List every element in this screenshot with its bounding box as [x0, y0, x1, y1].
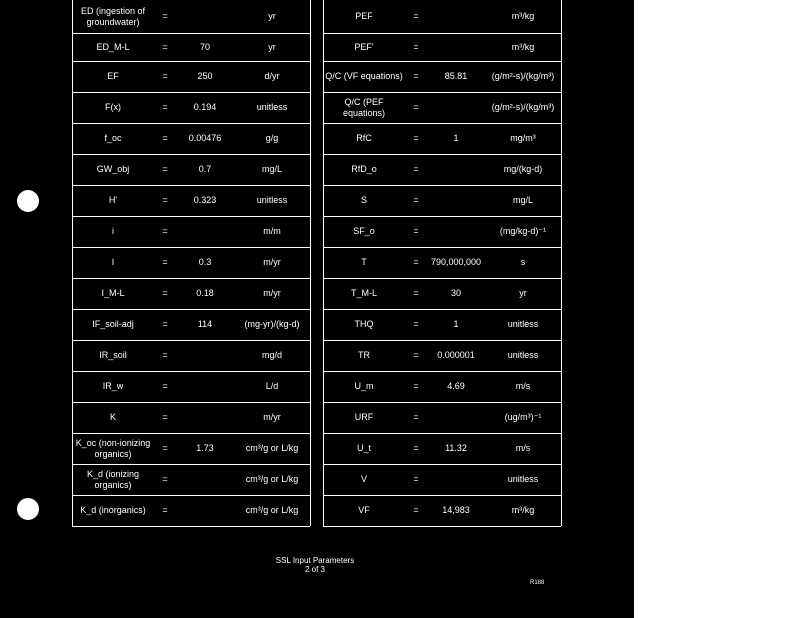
cell-unit: m³/kg [511, 11, 535, 21]
cell-eq: = [162, 412, 168, 422]
cell-eq: = [413, 505, 419, 515]
cell-eq: = [162, 133, 168, 143]
table-row [323, 371, 561, 403]
table-row [323, 61, 561, 93]
cell-value: 11.32 [445, 443, 467, 453]
table-row [72, 61, 310, 93]
cell-unit: unitless [507, 350, 539, 360]
cell-name: IF_soil-adj [92, 319, 134, 329]
cell-unit: (mg-yr)/(kg-d) [244, 319, 300, 329]
cell-name: TR [358, 350, 370, 360]
table-row [323, 402, 561, 434]
caption-title: SSL Input Parameters [275, 556, 355, 565]
cell-value: 4.69 [447, 381, 465, 391]
table-row [323, 247, 561, 279]
cell-unit: (ug/m³)⁻¹ [504, 412, 542, 422]
cell-eq: = [162, 164, 168, 174]
cell-unit: mg/(kg-d) [503, 164, 543, 174]
cell-unit: unitless [507, 474, 539, 484]
table-row [72, 371, 310, 403]
cell-unit: s [520, 257, 526, 267]
table-border [310, 0, 311, 526]
cell-unit: yr [268, 11, 276, 21]
cell-eq: = [162, 257, 168, 267]
cell-value: 30 [450, 288, 461, 298]
page-caption [230, 556, 400, 574]
cell-unit: (mg/kg-d)⁻¹ [499, 226, 547, 236]
cell-unit: cm³/g or L/kg [245, 505, 299, 515]
table-row [323, 33, 561, 62]
caption-page-number: 2 of 3 [304, 565, 325, 574]
table-row [72, 278, 310, 310]
cell-eq: = [413, 474, 419, 484]
cell-eq: = [162, 381, 168, 391]
cell-name: K_d (ionizing organics) [86, 468, 140, 490]
cell-unit: m/yr [263, 257, 281, 267]
table-border [561, 0, 562, 526]
cell-eq: = [413, 195, 419, 205]
cell-eq: = [162, 350, 168, 360]
cell-name: URF [354, 412, 374, 422]
punch-hole-bottom [17, 498, 39, 520]
cell-name: U_m [354, 381, 374, 391]
cell-value: 790,000,000 [430, 257, 482, 267]
cell-value: 250 [197, 71, 213, 81]
cell-name: RfC [356, 133, 372, 143]
table-row [323, 216, 561, 248]
cell-unit: d/yr [264, 71, 280, 81]
cell-name: SF_o [353, 226, 375, 236]
cell-name: I [111, 257, 115, 267]
cell-name: T_M-L [350, 288, 377, 298]
table-row [72, 154, 310, 186]
table-row [323, 433, 561, 465]
cell-name: GW_obj [96, 164, 130, 174]
left-parameter-table [72, 0, 310, 526]
cell-name: K_oc (non-ionizing organics) [75, 437, 151, 459]
table-row [72, 402, 310, 434]
cell-name: IR_soil [99, 350, 127, 360]
table-row [72, 247, 310, 279]
cell-unit: g/g [265, 133, 279, 143]
cell-value: 70 [199, 41, 210, 52]
cell-name: PEF' [354, 41, 374, 52]
cell-unit: (g/m²-s)/(kg/m³) [491, 102, 555, 112]
table-row [323, 278, 561, 310]
cell-eq: = [413, 381, 419, 391]
table-row [323, 92, 561, 124]
cell-unit: m³/kg [511, 505, 535, 515]
cell-unit: m/yr [263, 412, 281, 422]
cell-value: 0.323 [193, 195, 217, 205]
cell-unit: m/yr [263, 288, 281, 298]
cell-eq: = [162, 102, 168, 112]
table-row [72, 433, 310, 465]
cell-unit: L/d [265, 381, 279, 391]
cell-eq: = [413, 226, 419, 236]
cell-eq: = [413, 412, 419, 422]
cell-name: f_oc [104, 133, 122, 143]
cell-name: S [360, 195, 367, 205]
cell-unit: m/s [515, 443, 531, 453]
cell-unit: m/s [515, 381, 531, 391]
cell-name: K [109, 412, 116, 422]
cell-unit: unitless [507, 319, 539, 329]
table-row [72, 0, 310, 34]
cell-name: K_d (inorganics) [80, 505, 146, 515]
cell-eq: = [413, 102, 419, 112]
cell-name: ED_M-L [96, 41, 130, 52]
table-row [72, 123, 310, 155]
table-row [323, 309, 561, 341]
cell-name: EF [107, 71, 119, 81]
cell-unit: unitless [256, 102, 288, 112]
punch-hole-top [17, 190, 39, 212]
cell-name: IR_w [102, 381, 124, 391]
cell-eq: = [413, 133, 419, 143]
cell-unit: mg/m³ [510, 133, 536, 143]
table-row [323, 185, 561, 217]
cell-eq: = [413, 164, 419, 174]
cell-eq: = [413, 71, 419, 81]
cell-name: T [361, 257, 367, 267]
cell-unit: m/m [263, 226, 281, 236]
cell-value: 0.18 [196, 288, 214, 298]
cell-name: F(x) [105, 102, 121, 112]
table-row [323, 0, 561, 34]
table-row [323, 464, 561, 496]
table-row [72, 309, 310, 341]
cell-eq: = [162, 71, 168, 81]
cell-value: 0.000001 [437, 350, 475, 360]
cell-name: PEF [355, 11, 373, 21]
cell-name: U_t [356, 443, 371, 453]
cell-name: V [360, 474, 367, 484]
cell-eq: = [162, 474, 168, 484]
cell-eq: = [413, 288, 419, 298]
cell-value: 0.00476 [188, 133, 222, 143]
cell-name: RfD_o [351, 164, 377, 174]
cell-name: I_M-L [101, 288, 125, 298]
cell-unit: (g/m²-s)/(kg/m³) [491, 71, 555, 81]
cell-eq: = [413, 41, 419, 52]
cell-name: Q/C (PEF equations) [342, 96, 386, 118]
cell-name: Q/C (VF equations) [325, 71, 403, 81]
table-row [323, 154, 561, 186]
cell-name: ED (ingestion of groundwater) [80, 5, 146, 27]
table-row [72, 495, 310, 527]
right-parameter-table [323, 0, 561, 526]
cell-unit: cm³/g or L/kg [245, 443, 299, 453]
table-row [72, 92, 310, 124]
cell-eq: = [162, 11, 168, 21]
cell-unit: mg/L [261, 164, 282, 174]
cell-value: 1 [453, 319, 459, 329]
cell-value: 0.7 [198, 164, 212, 174]
table-border [323, 0, 324, 526]
cell-name: i [112, 226, 114, 236]
cell-unit: cm³/g or L/kg [245, 474, 299, 484]
table-row [323, 123, 561, 155]
cell-eq: = [162, 505, 168, 515]
cell-name: VF [358, 505, 370, 515]
cell-value: 0.194 [193, 102, 217, 112]
cell-value: 1.73 [196, 443, 214, 453]
cell-eq: = [413, 319, 419, 329]
cell-eq: = [162, 319, 168, 329]
cell-eq: = [162, 41, 168, 52]
cell-eq: = [413, 257, 419, 267]
cell-unit: yr [268, 41, 276, 52]
cell-eq: = [413, 11, 419, 21]
table-row [72, 33, 310, 62]
cell-eq: = [413, 350, 419, 360]
cell-unit: mg/L [512, 195, 533, 205]
cell-unit: mg/d [261, 350, 282, 360]
table-row [323, 495, 561, 527]
cell-value: 1 [453, 133, 459, 143]
table-row [72, 340, 310, 372]
cell-eq: = [413, 443, 419, 453]
cell-value: 114 [197, 319, 213, 329]
cell-unit: yr [519, 288, 527, 298]
table-row [72, 464, 310, 496]
cell-unit: unitless [256, 195, 288, 205]
cell-value: 0.3 [198, 257, 212, 267]
table-border [72, 0, 73, 526]
cell-eq: = [162, 226, 168, 236]
cell-value: 14,983 [442, 505, 470, 515]
table-row [72, 216, 310, 248]
cell-name: THQ [354, 319, 374, 329]
cell-eq: = [162, 443, 168, 453]
table-row [323, 340, 561, 372]
cell-unit: m³/kg [511, 41, 535, 52]
cell-value: 85.81 [444, 71, 468, 81]
table-row [72, 185, 310, 217]
cell-name: H' [108, 195, 118, 205]
cell-eq: = [162, 288, 168, 298]
cell-eq: = [162, 195, 168, 205]
page-code: R188 [530, 580, 545, 586]
